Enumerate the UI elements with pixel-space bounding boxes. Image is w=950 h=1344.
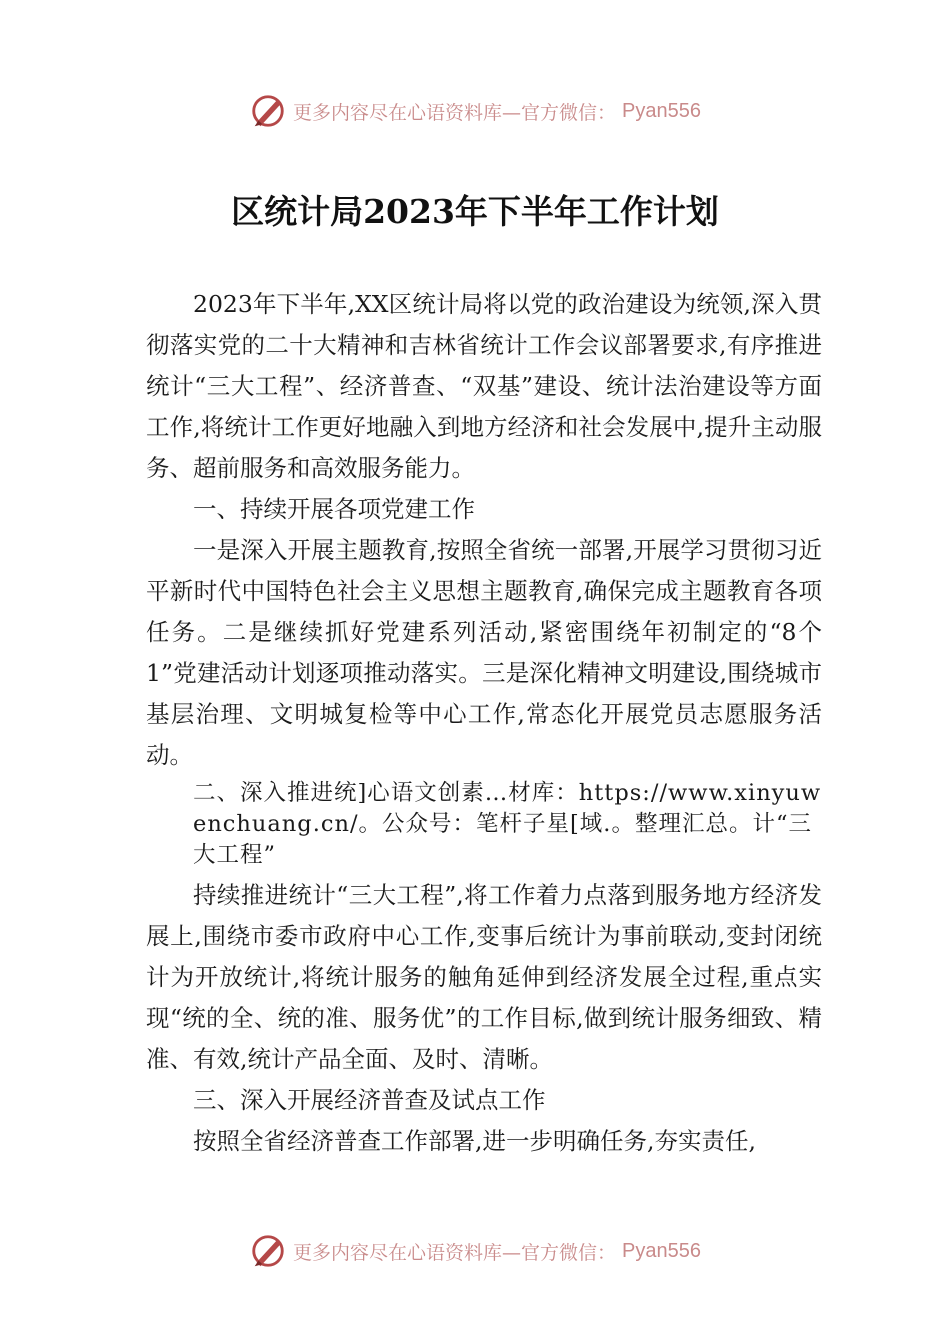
pen-logo-icon	[249, 92, 287, 130]
section-3-paragraph: 按照全省经济普查工作部署,进一步明确任务,夯实责任,	[193, 1127, 756, 1155]
section-heading-2: 二、深入推进统]心语文创素…材库：https://www.xinyuwenchuang.cn/。公众号：笔杆子星[域.。整理汇总。计“三大工程”	[193, 780, 822, 868]
watermark-text: 更多内容尽在心语资料库—官方微信：	[293, 101, 617, 124]
document-body	[146, 284, 822, 1162]
watermark-wechat-id: Pyan556	[622, 1239, 701, 1262]
watermark-wechat-id: Pyan556	[622, 99, 701, 122]
page-title: 区统计局2023年下半年工作计划	[231, 192, 719, 231]
section-heading-1: 一、持续开展各项党建工作	[193, 495, 475, 523]
section-heading-3: 三、深入开展经济普查及试点工作	[193, 1086, 546, 1114]
watermark-text: 更多内容尽在心语资料库—官方微信：	[293, 1241, 617, 1264]
watermark-header	[0, 92, 950, 130]
section-2-paragraph: 持续推进统计“三大工程”,将工作着力点落到服务地方经济发展上,围绕市委市政府中心工作,变事后统计为事前联动,变封闭统计为开放统计,将统计服务的触角延伸到经济发展全过程,重点实现“统的全、统的准、服务优”的工作目标,做到统计服务细致、精准、有效,统计产品全面、及时、清晰。	[146, 881, 822, 1073]
pen-logo-icon	[249, 1232, 287, 1270]
watermark-footer	[0, 1232, 950, 1270]
intro-paragraph: 2023年下半年,XX区统计局将以党的政治建设为统领,深入贯彻落实党的二十大精神和吉林省统计工作会议部署要求,有序推进统计“三大工程”、经济普查、“双基”建设、统计法治建设等方面工作,将统计工作更好地融入到地方经济和社会发展中,提升主动服务、超前服务和高效服务能力。	[146, 290, 822, 482]
section-1-paragraph: 一是深入开展主题教育,按照全省统一部署,开展学习贯彻习近平新时代中国特色社会主义思想主题教育,确保完成主题教育各项任务。二是继续抓好党建系列活动,紧密围绕年初制定的“8个 1”党建活动计划逐项推动落实。三是深化精神文明建设,围绕城市基层治理、文明城复检等中心工作,常态化开展党员志愿服务活动。	[146, 536, 822, 769]
